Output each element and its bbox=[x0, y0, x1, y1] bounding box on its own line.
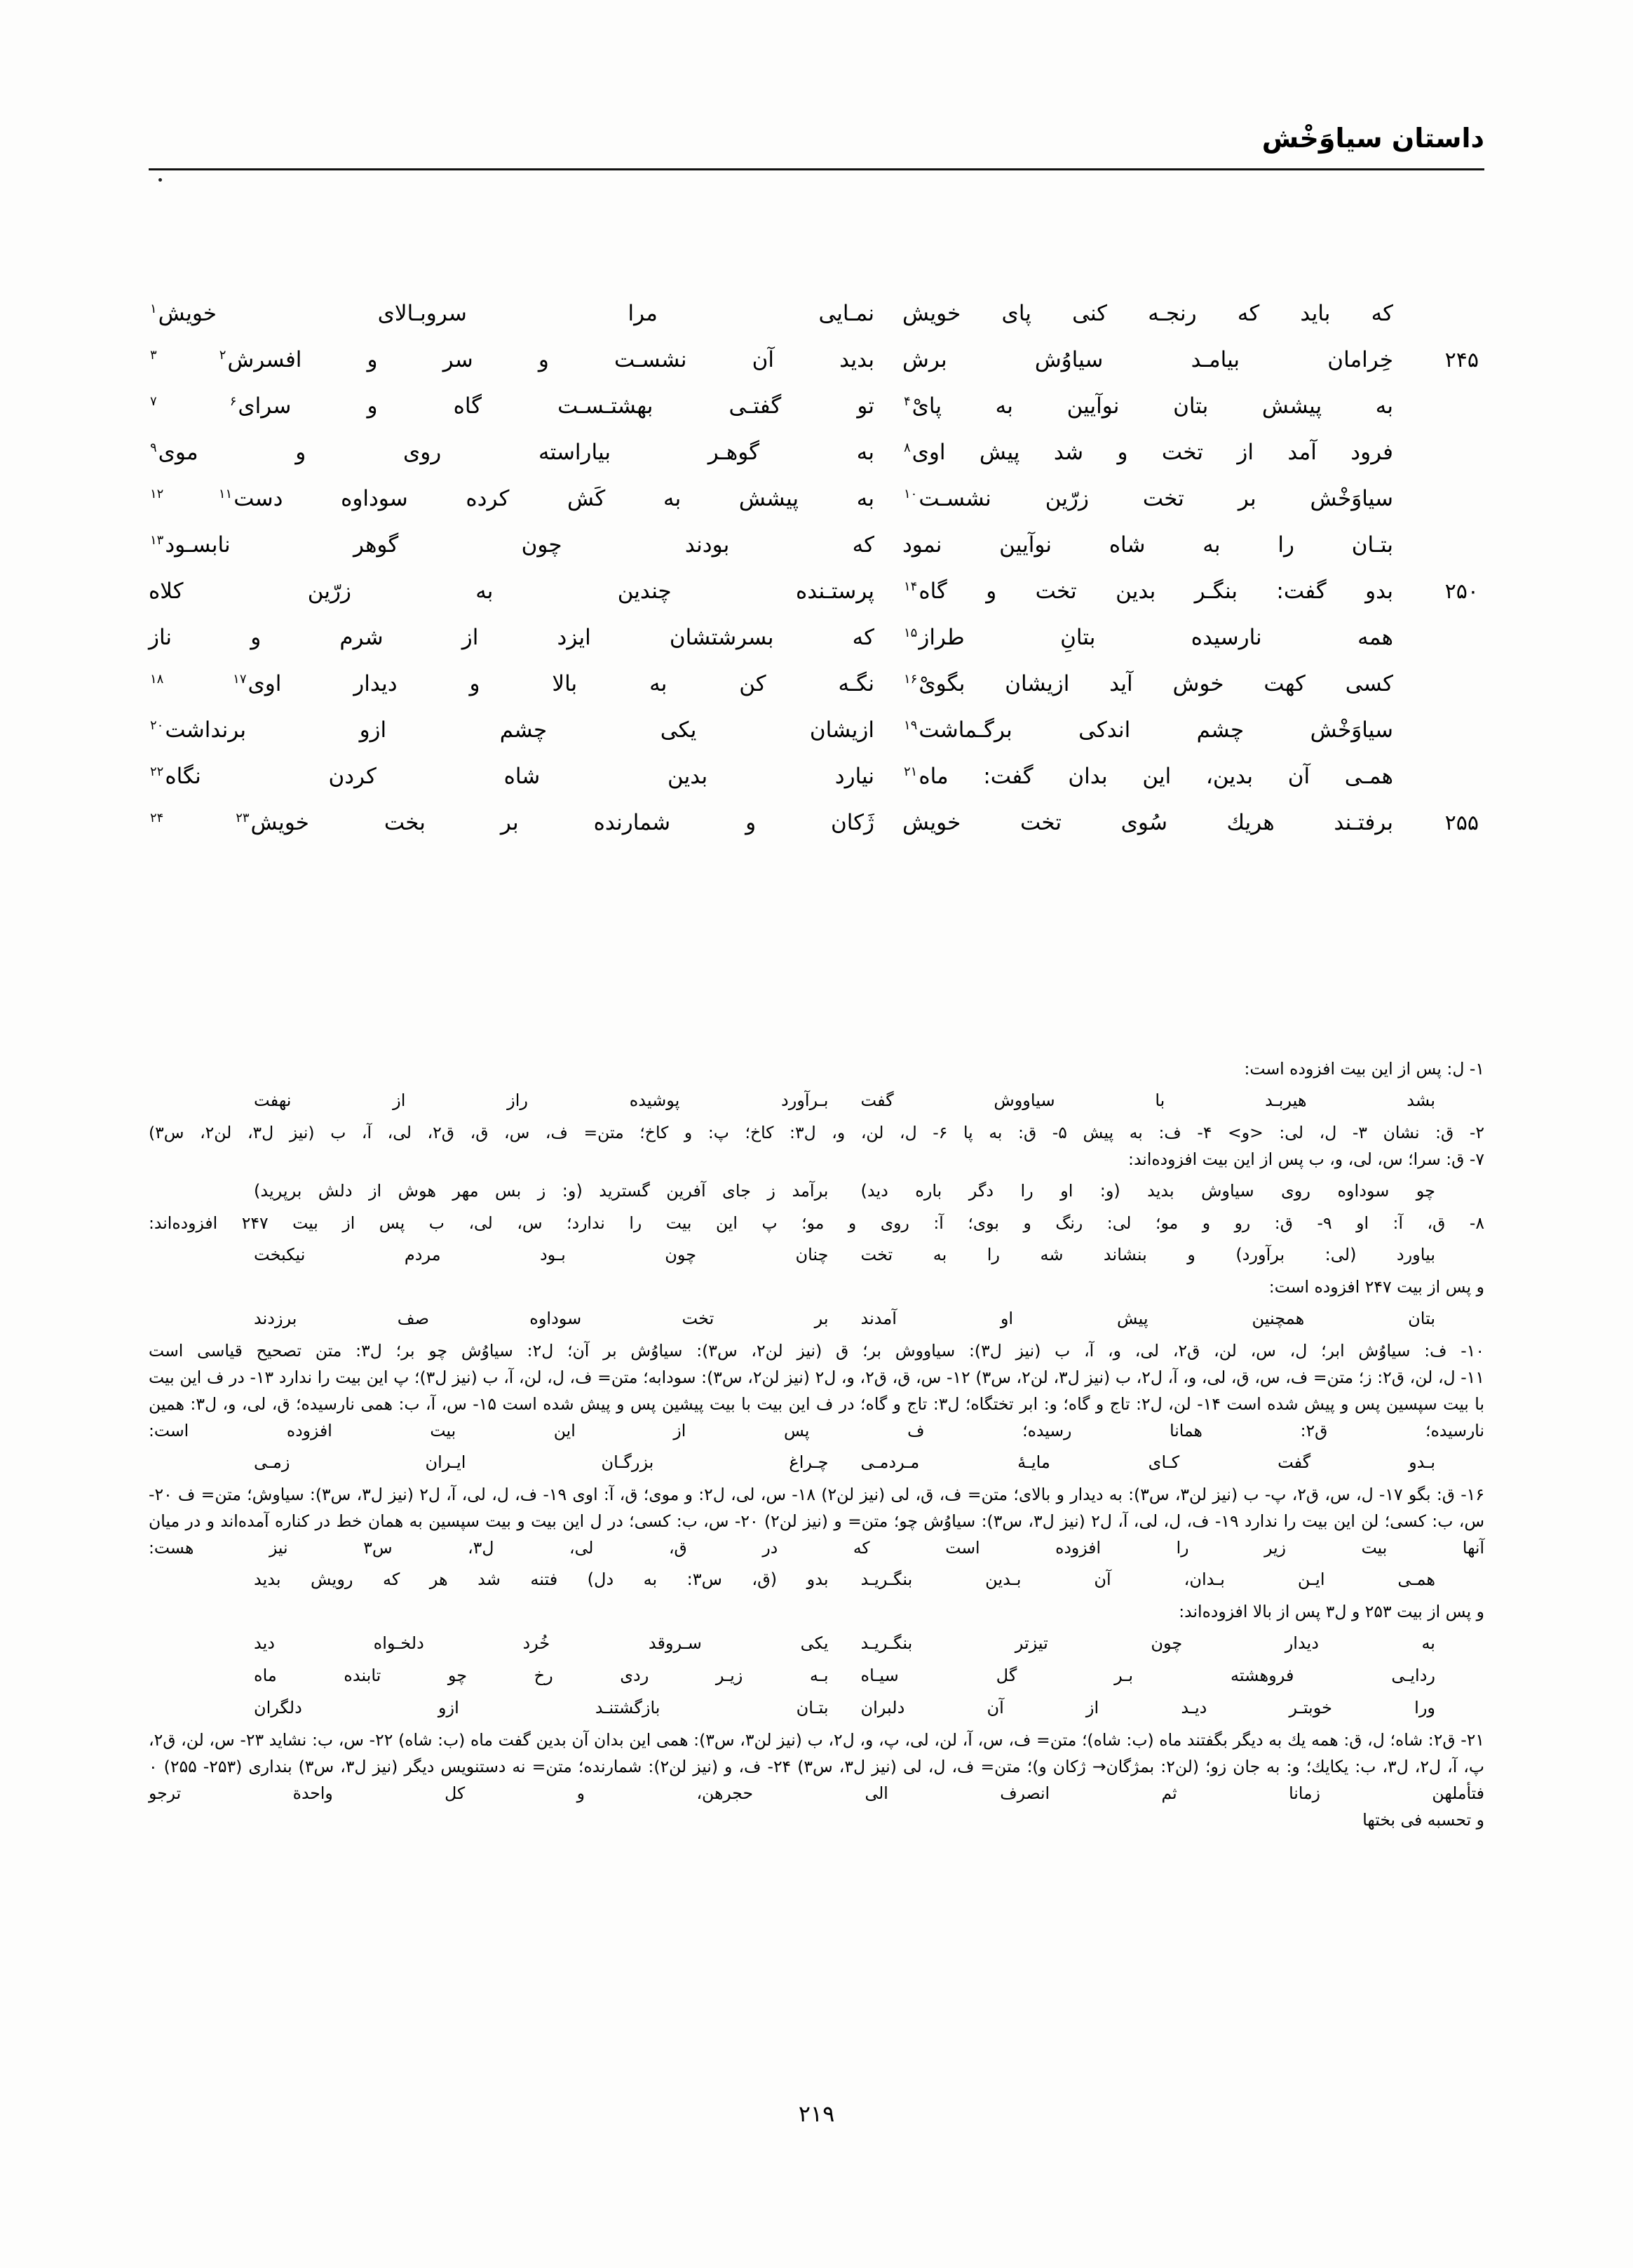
note-hemistich-right: بـدو گفت کـای مایـهٔ مـردمـی bbox=[860, 1452, 1435, 1473]
hemistich-left: نیارد بدین شاه کردن نگاه$^{۲۲}$ bbox=[150, 764, 874, 789]
verse-line bbox=[149, 487, 1484, 533]
hemistich-right: بدو گفت: بنگـر بدین تخت و گاه$^{۱۴}$ bbox=[904, 579, 1393, 604]
footnote-entry: ۱- ل: پس از این بیت افزوده است: bbox=[1244, 1059, 1484, 1079]
hemistich-left: نگـه کن به بالا و دیدار اوی$^{۱۷ ۱۸}$ bbox=[150, 671, 874, 696]
note-hemistich-right: به دیدار چون تیزتر بنگـریـد bbox=[860, 1633, 1435, 1654]
hemistich-left: تو گفتـی بهشتـسـت گاه و سرای$^{۶ ۷}$ bbox=[150, 393, 874, 419]
hemistich-right: فرود آمد از تخت و شد پیش اوی$^۸$ bbox=[904, 440, 1393, 465]
note-hemistich-right: همـی ایـن بـدان، آن بـدین بنگـریـد bbox=[860, 1570, 1435, 1590]
footnote-marker[interactable]: ۱۵ bbox=[904, 625, 918, 640]
note-hemistich-left: چـراغ بزرگـان ایـران زمـی bbox=[254, 1452, 829, 1473]
note-couplet bbox=[149, 1087, 1484, 1114]
footnote-entry: و پس از بیت ۲۴۷ افزوده است: bbox=[1268, 1276, 1484, 1297]
note-couplet bbox=[149, 1305, 1484, 1332]
verse-number: ۲۴۵ bbox=[1444, 348, 1479, 372]
hemistich-right: همـی آن بدین، این بدان گفت: ماه$^{۲۱}$ bbox=[904, 764, 1393, 789]
verse-line bbox=[149, 394, 1484, 440]
note-couplet bbox=[149, 1241, 1484, 1269]
verse-number: ۲۵۰ bbox=[1444, 579, 1479, 604]
verse-line bbox=[149, 764, 1484, 811]
note-couplet bbox=[149, 1630, 1484, 1657]
footnote-entry: و پس از بیت ۲۵۳ و ل۳ پس از بالا افزوده‌اند: bbox=[1179, 1602, 1484, 1621]
header-dot-mark bbox=[158, 178, 162, 182]
note-couplet bbox=[149, 1177, 1484, 1205]
page-title: داستان سیاوَخْش bbox=[1261, 123, 1484, 154]
footnote-entry: ۱۶- ق: بگو ۱۷- ل، س، ق۲، پ- ب (نیز لن۳، س۳): به دیدار و بالای؛ متن= ف، ق، لی (نیز لن۲) ۱۸- س، لی، ل۲: و موی؛ ق، آ: اوی ۱۹- ف، ل، لی، آ، ل۲ (نیز ل۳، س۳): سیاوش؛ متن= ف ۲۰- س، ب: کسی؛ لن این بیت را ندارد ۱۹- ف، ل، لی، آ، ل۲ (نیز ل۳، س۳): سیاوُش چو؛ متن= و (نیز لن۲) ۲۰- س، ب: کسی؛ در ل این بیت و بیت سپسین به همان خط در کناره آمده‌اند و در میان آنها بیت زیر را افزوده است که در ق، لی، ل۳، س۳ نیز هست: bbox=[149, 1484, 1485, 1558]
footnote-marker[interactable]: ۴ bbox=[904, 393, 911, 409]
footnote-apparatus bbox=[149, 1055, 1484, 1833]
hemistich-left: بدید آن نشسـت و سر و افسرش$^{۲ ۳}$ bbox=[150, 347, 874, 372]
hemistich-right: همه نارسیده بتانِ طراز$^{۱۵}$ bbox=[904, 625, 1393, 650]
footnote-marker[interactable]: ۹ bbox=[150, 440, 157, 455]
footnote-marker[interactable]: ۲۳ ۲۴ bbox=[150, 810, 250, 825]
note-hemistich-right: چو سوداوه روی سیاوش بدید (و: او را دگر باره دید) bbox=[860, 1181, 1435, 1201]
hemistich-right: خِرامان بیامـد سیاوُش برش bbox=[902, 347, 1393, 372]
note-hemistich-right: بتان همچنین پیش او آمدند bbox=[860, 1308, 1435, 1328]
footnote-entry: و تحسبه فی بختها bbox=[1362, 1809, 1484, 1830]
verse-line bbox=[149, 626, 1484, 672]
note-hemistich-right: بشد هیربـد با سیاووش گفت bbox=[860, 1091, 1435, 1111]
verse-number: ۲۵۵ bbox=[1444, 811, 1479, 835]
header-divider bbox=[149, 168, 1484, 170]
footnote-marker[interactable]: ۲ ۳ bbox=[150, 347, 226, 363]
footnote-marker[interactable]: ۲۱ bbox=[904, 764, 918, 779]
hemistich-right: به پیشش بتان نوآیین به پایْ$^۴$ bbox=[904, 393, 1393, 419]
running-head-area bbox=[149, 125, 1484, 178]
hemistich-left: که بودند چون گوهر نابسـود$^{۱۳}$ bbox=[150, 532, 874, 558]
verse-block bbox=[149, 302, 1484, 857]
note-hemistich-left: برآمد ز جای آفرین گسترید (و: ز بس مهر هوش از دلش برپرید) bbox=[254, 1181, 829, 1201]
note-hemistich-left: یکی سـروقد خُرد دلخـواه دید bbox=[254, 1633, 829, 1654]
footnote-marker[interactable]: ۱۰ bbox=[904, 486, 918, 501]
note-hemistich-left: چنان چون بـود مردم نیکبخت bbox=[254, 1245, 829, 1264]
footnote-marker[interactable]: ۸ bbox=[904, 440, 911, 455]
footnote-entry: ۲- ق: نشان ۳- ل، لی: <و> ۴- ف: به پیش ۵- ق: به پا ۶- ل، لن، و، ل۳: کاخ؛ پ: و کاخ؛ متن= ف، س، ق، ق۲، لی، آ، ب (نیز ل۳، لن۲، س۳) bbox=[149, 1122, 1484, 1142]
hemistich-right: بتـان را به شاه نوآیین نمود bbox=[902, 532, 1393, 558]
hemistich-left: ژَکان و شمارنده بر بخت خویش$^{۲۳ ۲۴}$ bbox=[150, 810, 874, 835]
footnote-entry: ۷- ق: سرا؛ س، لی، و، ب پس از این بیت افزوده‌اند: bbox=[1128, 1149, 1484, 1169]
verse-line bbox=[149, 672, 1484, 718]
footnote-marker[interactable]: ۱۹ bbox=[904, 717, 918, 733]
footnote-marker[interactable]: ۲۲ bbox=[150, 764, 164, 779]
note-couplet bbox=[149, 1662, 1484, 1689]
verse-line bbox=[149, 348, 1484, 394]
hemistich-right: سیاوَخْش چشم اندکی برگـماشت$^{۱۹}$ bbox=[904, 717, 1393, 743]
note-hemistich-left: بدو (ق، س۳: به دل) فتنه شد هر که رویش بدید bbox=[254, 1570, 829, 1590]
hemistich-left: نمـایی مرا سروبـالای خویش$^۱$ bbox=[150, 301, 874, 326]
footnote-marker[interactable]: ۱۷ ۱۸ bbox=[150, 671, 247, 687]
verse-line bbox=[149, 718, 1484, 764]
footnote-marker[interactable]: ۱۶ bbox=[904, 671, 918, 687]
footnote-marker[interactable]: ۲۰ bbox=[150, 717, 164, 733]
hemistich-right: که باید که رنجـه کنی پای خویش bbox=[902, 301, 1393, 326]
verse-line bbox=[149, 302, 1484, 348]
footnote-marker[interactable]: ۶ ۷ bbox=[150, 393, 237, 409]
footnote-marker[interactable]: ۱ bbox=[150, 301, 157, 316]
footnote-entry: ۲۱- ق۲: شاه؛ ل، ق: همه یك به دیگر بگفتند ماه (ب: شاه)؛ متن= ف، س، آ، لن، لی، پ، و، ل۲، ب (نیز لن۳، س۳): همی این بدان آن بدین گفت ماه (ب: شاه) ۲۲- س، ب: نشاید ۲۳- س، لن، ق۲، پ، آ، ل۲، ل۳، ب: یكایك؛ و: به جان زو؛ (لن۲: بمژگان→ ژکان و)؛ متن= ف، ل، لی (نیز ل۳، س۳) ۲۴- ف، و (نیز لن۲): شمارنده؛ متن= نه دستنویس دیگر (نیز ل۳، س۳) بنداری (۲۵۳- ۲۵۵) ۰ فتأملهن زمانا ثم انصرف الی حجرهن، و کل واحدة ترجو bbox=[149, 1729, 1485, 1803]
note-hemistich-left: بتـان بازگشتنـد ازو دلگران bbox=[254, 1697, 829, 1717]
verse-line bbox=[149, 811, 1484, 857]
note-hemistich-right: ورا خوبتـر دیـد از آن دلبران bbox=[860, 1697, 1435, 1717]
note-couplet bbox=[149, 1566, 1484, 1593]
note-hemistich-left: بـه زیـر ردی رخ چو تابنده ماه bbox=[254, 1665, 829, 1685]
hemistich-right: برفتـند هریك سُوی تخت خویش bbox=[902, 810, 1393, 835]
note-hemistich-right: بیاورد (لی: برآورد) و بنشاند شه را به تخت bbox=[860, 1245, 1435, 1264]
note-hemistich-left: بـرآورد پوشیده راز از نهفت bbox=[254, 1091, 829, 1111]
note-couplet bbox=[149, 1449, 1484, 1476]
verse-line bbox=[149, 440, 1484, 487]
hemistich-left: به پیشش به کَش کرده سوداوه دست$^{۱۱ ۱۲}$ bbox=[150, 486, 874, 511]
footnote-marker[interactable]: ۱۱ ۱۲ bbox=[150, 486, 233, 501]
footnote-entry: ۸- ق، آ: او ۹- ق: رو و مو؛ لی: رنگ و بوی؛ آ: روی و مو؛ پ این بیت را ندارد؛ س، لی، ب پس از بیت ۲۴۷ افزوده‌اند: bbox=[149, 1213, 1484, 1233]
hemistich-right: سیاوَخْش بر تخت زرّین نشسـت$^{۱۰}$ bbox=[904, 486, 1393, 511]
note-hemistich-right: ردایـی فروهشته بـر گل سیـاه bbox=[860, 1665, 1435, 1685]
footnote-marker[interactable]: ۱۴ bbox=[904, 579, 918, 594]
hemistich-left: پرستـنده چندین به زرّین کلاه bbox=[149, 579, 874, 604]
hemistich-left: ازیشان یکی چشم ازو برنداشت$^{۲۰}$ bbox=[150, 717, 874, 743]
page-number: ۲۱۹ bbox=[798, 2100, 835, 2127]
hemistich-left: به گوهـر بیاراسته روی و موی$^۹$ bbox=[150, 440, 874, 465]
verse-line bbox=[149, 533, 1484, 579]
verse-line bbox=[149, 579, 1484, 626]
hemistich-left: که بسرشتشان ایزد از شرم و ناز bbox=[149, 625, 874, 650]
note-couplet bbox=[149, 1694, 1484, 1722]
hemistich-right: کسی کهت خوش آید ازیشان بگویْ$^{۱۶}$ bbox=[904, 671, 1393, 696]
footnote-entry: ۱۱- ل، لن، ق۲: ز؛ متن= ف، س، ق، لی، و، آ، ل۲، ب (نیز ل۳، لن۲، س۳) ۱۲- س، ق، ق۲، و، ل۲ (نیز لن۲، س۳): سودابه؛ متن= ف، ل، لن، آ، ب (نیز ل۳)؛ پ این بیت را ندارد ۱۳- در ف این بیت با بیت سپسین پس و پیش شده است ۱۴- لن، ل۲: تاج و گاه؛ و: ابر تختگاه؛ ل۳: تاج و گاه؛ در ف این بیت با بیت پیشین پس و پیش شده است ۱۵- س، آ، ب: همی نارسیده؛ ق، لی، و، ل۳: همین نارسیده؛ ق۲: همانا رسیده؛ ف پس از این بیت افزوده است: bbox=[149, 1367, 1485, 1440]
footnote-entry: ۱۰- ف: سیاوُش ابر؛ ل، س، لن، ق۲، لی، و، آ، ب (نیز ل۳): سیاووش بر؛ ق (نیز لن۲، س۳): سیاوُش بر آن؛ ل۲: سیاوُش چو بر؛ ل۳: متن تصحیح قیاسی است bbox=[149, 1340, 1484, 1361]
note-hemistich-left: بر تخت سوداوه صف برزدند bbox=[254, 1308, 829, 1328]
footnote-marker[interactable]: ۱۳ bbox=[150, 532, 164, 548]
